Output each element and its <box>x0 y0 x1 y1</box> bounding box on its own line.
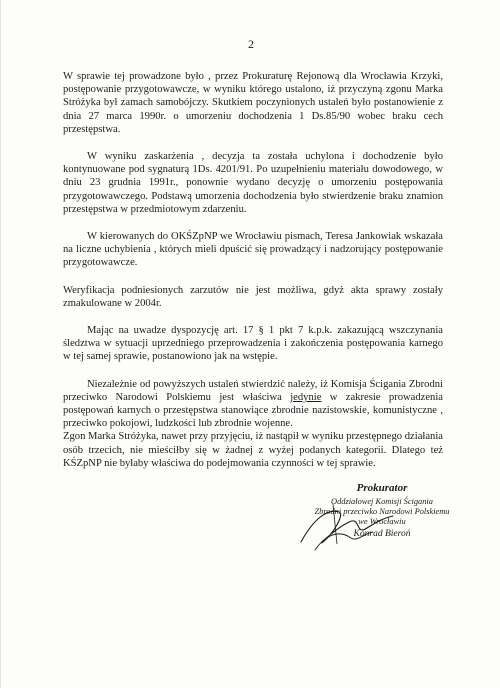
paragraph-complaints: W kierowanych do OKŚZpNP we Wrocławiu pismach, Teresa Jankowiak wskazała na liczne uchybienia , których mieli dpuścić się prowadzący i nadzorujący postępowanie przygotowawcze. <box>63 231 443 269</box>
page-number: 2 <box>248 37 254 51</box>
paragraph-case-history: W sprawie tej prowadzone było , przez Prokuraturę Rejonową dla Wrocławia Krzyki, postępowanie przygotowawcze, w wyniku którego ustalono, iż przyczyną zgonu Marka Stróżyka był zamach samobójczy. Skutkiem poczynionych ustaleń było postanowienie z dnia 27 marca 1990r. o umorzeniu dochodzenia 1 Ds.85/90 wobec braku cech przestępstwa. <box>63 71 443 135</box>
paragraph-jurisdiction <box>63 378 443 431</box>
paragraph-appeal: W wyniku zaskarżenia , decyzja ta została uchylona i dochodzenie było kontynuowane pod sygnaturą 1Ds. 4201/91. Po uzupełnieniu materiału dowodowego, w dniu 23 grudnia 1991r., ponownie wydano decyzję o umorzeniu postępowania przygotowawczego. Podstawą umorzenia dochodzenia było stwierdzenie braku znamion przestępstwa w przedmiotowym zdarzeniu. <box>63 151 443 215</box>
paragraph-legal-basis: Mając na uwadze dyspozycję art. 17 § 1 pkt 7 k.p.k. zakazującą wszczynania śledztwa w sytuacji uprzedniego przeprowadzenia i zakończenia postępowania karnego w tej samej sprawie, postanowiono jak na wstępie. <box>63 325 443 363</box>
paragraph-verification: Weryfikacja podniesionych zarzutów nie jest możliwa, gdyż akta sprawy zostały zmakulowane w 2004r. <box>63 284 443 309</box>
signature-block <box>297 482 467 540</box>
signature-office-line-2: Zbrodni przeciwko Narodowi Polskiemu <box>314 507 450 516</box>
signature-title: Prokurator <box>356 482 408 494</box>
emphasis-underlined-word: jedynie <box>290 391 322 403</box>
signature-name: Konrad Bieroń <box>353 529 411 539</box>
jurisdiction-text-start: Niezależnie od powyższych ustaleń stwierdzić należy, iż Komisja Ścigania Zbrodni przeciwko Narodowi Polskiemu jest właściwa <box>63 378 443 403</box>
signature-office-line-1: Oddziałowej Komisji Ścigania <box>331 497 433 506</box>
paragraph-conclusion: Zgon Marka Stróżyka, nawet przy przyjęciu, iż nastąpił w wyniku przestępnego działania osób trzecich, nie mieściłby się w żadnej z wyżej podanych kategorii. Dlatego też KŚZpNP nie byłaby właściwa do podejmowania czynności w tej sprawie. <box>63 431 443 469</box>
jurisdiction-text-end: w zakresie prowadzenia postępowań karnych o przestępstwa stanowiące zbrodnie nazistowskie, komunistyczne , przeciwko pokojowi, ludzkości lub zbrodnie wojenne. <box>63 391 443 430</box>
signature-office-line-3: we Wrocławiu <box>358 517 406 526</box>
document-body <box>63 70 443 470</box>
